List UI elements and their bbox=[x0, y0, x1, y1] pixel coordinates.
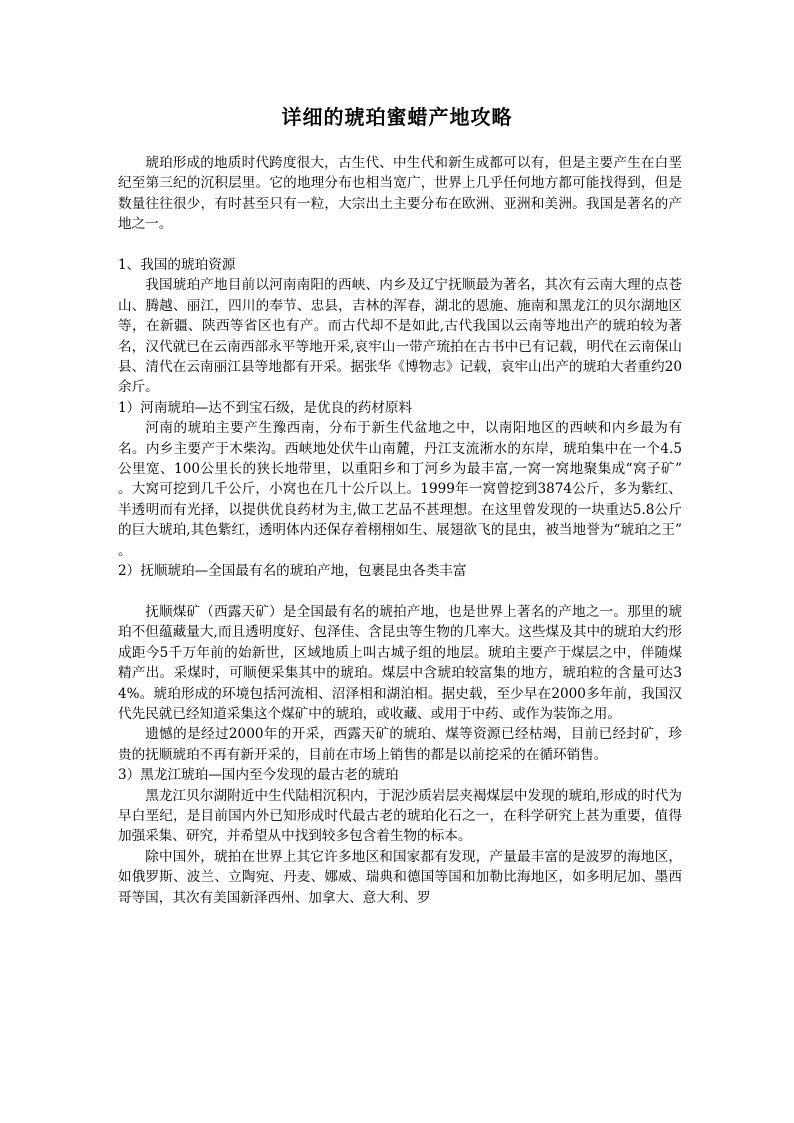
intro-paragraph: 琥珀形成的地质时代跨度很大，古生代、中生代和新生成都可以有，但是主要产生在白垩纪至第三纪的沉积层里。它的地理分布也相当宽广，世界上几乎任何地方都可能找得到，但是数量往往很少，有时甚至只有一粒，大宗出土主要分布在欧洲、亚洲和美洲。我国是著名的产地之一。 bbox=[118, 155, 682, 233]
section-1-paragraph: 我国琥珀产地目前以河南南阳的西峡、内乡及辽宁抚顺最为著名，其次有云南大理的点苍山、腾越、丽江，四川的奉节、忠县，吉林的浑春，湖北的恩施、施南和黑龙江的贝尔湖地区等，在新疆、陕西等省区也有产。而古代却不是如此,古代我国以云南等地出产的琥珀较为著名，汉代就已在云南西部永平等地开采,哀牢山一带产琉拍在古书中已有记载，明代在云南保山县、清代在云南丽江县等地都有开采。据张华《博物志》记载，哀牢山出产的琥珀大者重约20余斤。 bbox=[118, 277, 682, 396]
section-1b-heading: 2）抚顺琥珀—全国最有名的琥珀产地，包裹昆虫各类丰富 bbox=[118, 563, 467, 580]
document-body bbox=[118, 153, 682, 908]
blank-line bbox=[118, 582, 682, 602]
section-1c-paragraph: 黑龙江贝尔湖附近中生代陆相沉积内，于泥沙质岩层夹褐煤层中发现的琥珀,形成的时代为早白垩纪，是目前国内外已知形成时代最古老的琥珀化石之一，在科学研究上甚为重要，值得加强采集、研究，并希望从中找到较多包含着生物的标本。 bbox=[118, 787, 682, 845]
section-1a-heading: 1）河南琥珀—达不到宝石级，是优良的药材原料 bbox=[118, 399, 413, 416]
section-1b-paragraph-1: 抚顺煤矿（西露天矿）是全国最有名的琥拍产地，也是世界上著名的产地之一。那里的琥珀不但蕴藏量大,而且透明度好、包泽佳、含昆虫等生物的几率大。这些煤及其中的琥珀大约形成距今5千万年前的始新世，区域地质上叫古城子组的地层。琥珀主要产于煤层之中，伴随煤精产出。采煤时，可顺便采集其中的琥珀。煤层中含琥珀较富集的地方，琥珀粒的含量可达34%。琥珀形成的环境包括河流相、沼泽相和湖泊相。据史载，至少早在2000多年前，我国汉代先民就已经知道采集这个煤矿中的琥珀，或收藏、或用于中药、或作为装饰之用。 bbox=[118, 603, 682, 722]
section-1-heading: 1、我国的琥珀资源 bbox=[118, 257, 236, 274]
section-2-paragraph: 除中国外，琥拍在世界上其它许多地区和国家都有发现，产量最丰富的是波罗的海地区，如俄罗斯、波兰、立陶宛、丹麦、娜威、瑞典和德国等国和加勒比海地区，如多明尼加、墨西哥等国，其次有美国新泽西州、加拿大、意大利、罗 bbox=[118, 848, 682, 906]
document-title: 详细的琥珀蜜蜡产地攻略 bbox=[281, 105, 513, 129]
blank-line bbox=[118, 235, 682, 255]
section-1b-paragraph-2: 遗憾的是经过2000年的开采，西露天矿的琥珀、煤等资源已经枯竭，目前已经封矿，珍贵的抚顺琥珀不再有新开采的，目前在市场上销售的都是以前挖采的在循环销售。 bbox=[118, 726, 682, 763]
section-1a-paragraph: 河南的琥珀主要产生豫西南，分布于新生代盆地之中，以南阳地区的西峡和内乡最为有名。内乡主要产于木柴沟。西峡地处伏牛山南麓，丹江支流淅水的东岸，琥珀集中在一个4.5公里宽、100公里长的狭长地带里，以重阳乡和丁河乡为最丰富,一窝一窝地聚集成“窝子矿” 。大窝可挖到几千公斤，小窝也在几十公斤以上。1999年一窝曾挖到3874公斤，多为紫红、半透明而有光择，以提供优良药材为主,做工艺品不甚理想。在这里曾发现的一块重达5.8公斤的巨大琥珀,其色紫红，透明体内还保存着栩栩如生、展翅欲飞的昆虫，被当地誉为“琥珀之王” 。 bbox=[118, 420, 682, 559]
section-1c-heading: 3）黑龙江琥珀—国内至今发现的最古老的琥珀 bbox=[118, 767, 399, 784]
